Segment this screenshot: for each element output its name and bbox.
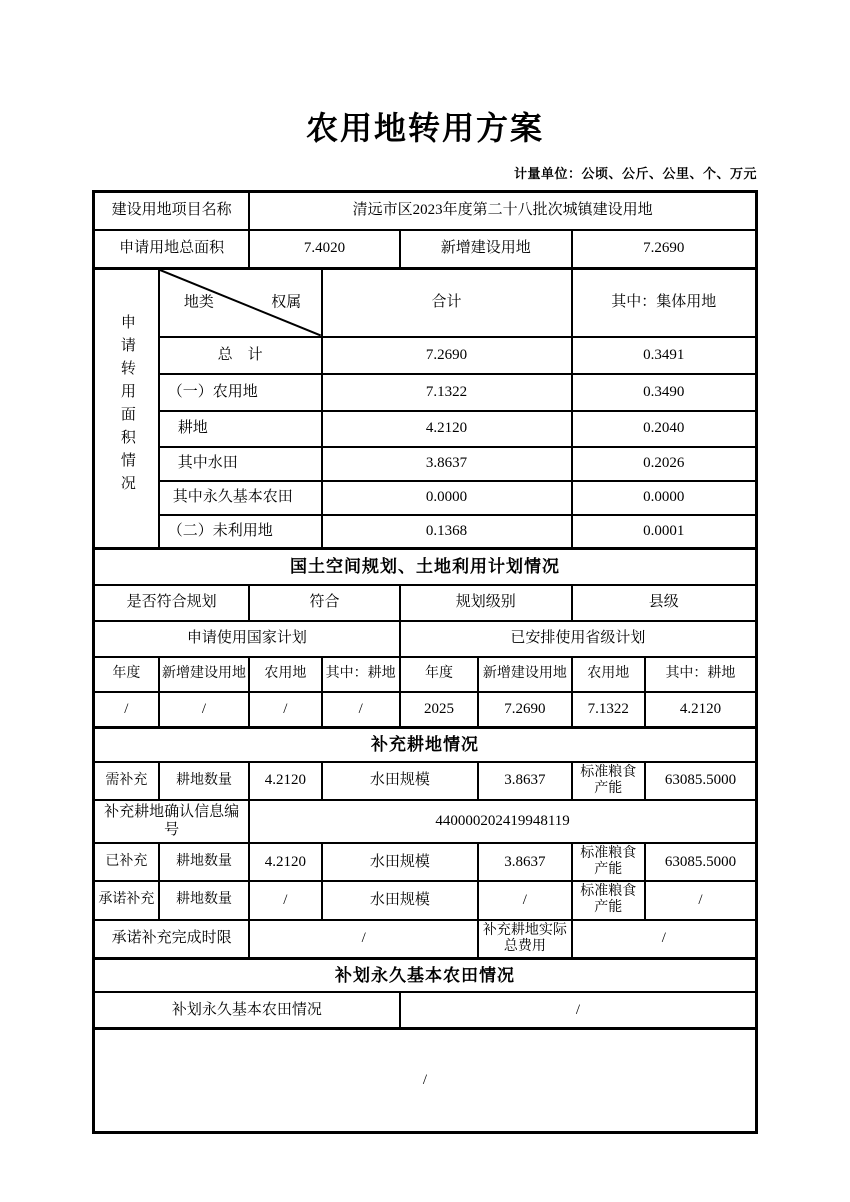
project-name-label: 建设用地项目名称	[94, 192, 250, 230]
national-plan-header: 申请使用国家计划	[94, 621, 400, 657]
paddy-scale-label: 水田规模	[322, 843, 479, 881]
transfer-side-label-text: 申请转用面积情况	[118, 313, 135, 498]
table-row	[94, 337, 757, 374]
column-header-total: 合计	[322, 269, 572, 337]
paddy-scale-label: 水田规模	[322, 762, 479, 800]
planning-level-label: 规划级别	[400, 585, 572, 621]
plan-col-header: 新增建设用地	[159, 657, 249, 692]
land-conversion-table	[92, 190, 758, 1134]
measurement-unit-note: 计量单位：公顷、公斤、公里、个、万元	[513, 166, 757, 181]
compliance-label: 是否符合规划	[94, 585, 250, 621]
paddy-scale-value: 3.8637	[478, 762, 571, 800]
grain-capacity-label: 标准粮食产能	[572, 762, 645, 800]
deadline-label: 承诺补充完成时限	[94, 920, 250, 959]
transfer-row-label: （二）未利用地	[159, 515, 322, 549]
confirm-number-value: 440000202419948119	[249, 800, 756, 844]
transfer-row-total: 0.0000	[322, 481, 572, 515]
plan-col-header: 农用地	[249, 657, 321, 692]
diagonal-label-landtype: 地类	[183, 294, 214, 311]
table-row	[94, 481, 757, 515]
supplement-section-header: 补充耕地情况	[94, 728, 757, 762]
transfer-section-side-label	[94, 269, 159, 549]
transfer-row-total: 3.8637	[322, 447, 572, 481]
table-row	[94, 515, 757, 549]
plan-col-header: 年度	[400, 657, 478, 692]
transfer-row-collective: 0.0001	[572, 515, 757, 549]
transfer-row-total: 4.2120	[322, 411, 572, 447]
plan-value: /	[249, 692, 321, 728]
table-row	[94, 411, 757, 447]
plan-value: /	[94, 692, 159, 728]
diagonal-label-ownership: 权属	[271, 294, 302, 311]
grain-capacity-value: /	[645, 881, 757, 919]
cultivated-qty-label: 耕地数量	[159, 762, 249, 800]
table-row	[94, 374, 757, 411]
actual-cost-label: 补充耕地实际总费用	[478, 920, 571, 959]
plan-col-header: 其中：耕地	[645, 657, 757, 692]
grain-capacity-label: 标准粮食产能	[572, 843, 645, 881]
actual-cost-value: /	[572, 920, 757, 959]
supplement-category: 承诺补充	[94, 881, 159, 919]
cultivated-qty-value: 4.2120	[249, 762, 321, 800]
confirm-number-label: 补充耕地确认信息编号	[94, 800, 250, 844]
transfer-row-collective: 0.2040	[572, 411, 757, 447]
table-row	[94, 447, 757, 481]
transfer-row-label: （一）农用地	[159, 374, 322, 411]
plan-col-header: 农用地	[572, 657, 645, 692]
plan-col-header: 其中：耕地	[322, 657, 400, 692]
table-row	[94, 692, 757, 728]
compliance-value: 符合	[249, 585, 400, 621]
paddy-scale-label: 水田规模	[322, 881, 479, 919]
plan-value: 7.2690	[478, 692, 571, 728]
plan-col-header: 新增建设用地	[478, 657, 571, 692]
plan-value: 7.1322	[572, 692, 645, 728]
transfer-row-label: 耕地	[159, 411, 322, 447]
total-area-label: 申请用地总面积	[94, 230, 250, 269]
transfer-row-label: 总 计	[159, 337, 322, 374]
transfer-row-collective: 0.2026	[572, 447, 757, 481]
grain-capacity-value: 63085.5000	[645, 762, 757, 800]
supplement-category: 需补充	[94, 762, 159, 800]
plan-value: /	[159, 692, 249, 728]
table-row	[94, 843, 757, 881]
paddy-scale-value: 3.8637	[478, 843, 571, 881]
plan-value: 2025	[400, 692, 478, 728]
provincial-plan-header: 已安排使用省级计划	[400, 621, 757, 657]
page-title: 农用地转用方案	[305, 110, 544, 146]
table-row	[94, 762, 757, 800]
transfer-row-total: 7.2690	[322, 337, 572, 374]
total-area-value: 7.4020	[249, 230, 400, 269]
basic-farmland-row-value: /	[400, 992, 757, 1028]
transfer-row-collective: 0.3491	[572, 337, 757, 374]
cultivated-qty-label: 耕地数量	[159, 843, 249, 881]
basic-farmland-section-header: 补划永久基本农田情况	[94, 958, 757, 992]
cultivated-qty-value: 4.2120	[249, 843, 321, 881]
new-construction-label: 新增建设用地	[400, 230, 572, 269]
table-row	[94, 881, 757, 919]
transfer-row-label: 其中水田	[159, 447, 322, 481]
transfer-row-total: 0.1368	[322, 515, 572, 549]
planning-section-header: 国土空间规划、土地利用计划情况	[94, 549, 757, 585]
deadline-value: /	[249, 920, 478, 959]
grain-capacity-label: 标准粮食产能	[572, 881, 645, 919]
paddy-scale-value: /	[478, 881, 571, 919]
plan-value: /	[322, 692, 400, 728]
basic-farmland-row-label: 补划永久基本农田情况	[94, 992, 400, 1028]
grain-capacity-value: 63085.5000	[645, 843, 757, 881]
cultivated-qty-label: 耕地数量	[159, 881, 249, 919]
transfer-row-label: 其中永久基本农田	[159, 481, 322, 515]
new-construction-value: 7.2690	[572, 230, 757, 269]
project-name-value: 清远市区2023年度第二十八批次城镇建设用地	[249, 192, 756, 230]
column-header-collective: 其中：集体用地	[572, 269, 757, 337]
planning-level-value: 县级	[572, 585, 757, 621]
supplement-category: 已补充	[94, 843, 159, 881]
remark-cell: /	[94, 1028, 757, 1132]
diagonal-header-cell	[159, 269, 322, 337]
cultivated-qty-value: /	[249, 881, 321, 919]
transfer-row-collective: 0.0000	[572, 481, 757, 515]
plan-col-header: 年度	[94, 657, 159, 692]
transfer-row-collective: 0.3490	[572, 374, 757, 411]
transfer-row-total: 7.1322	[322, 374, 572, 411]
plan-value: 4.2120	[645, 692, 757, 728]
